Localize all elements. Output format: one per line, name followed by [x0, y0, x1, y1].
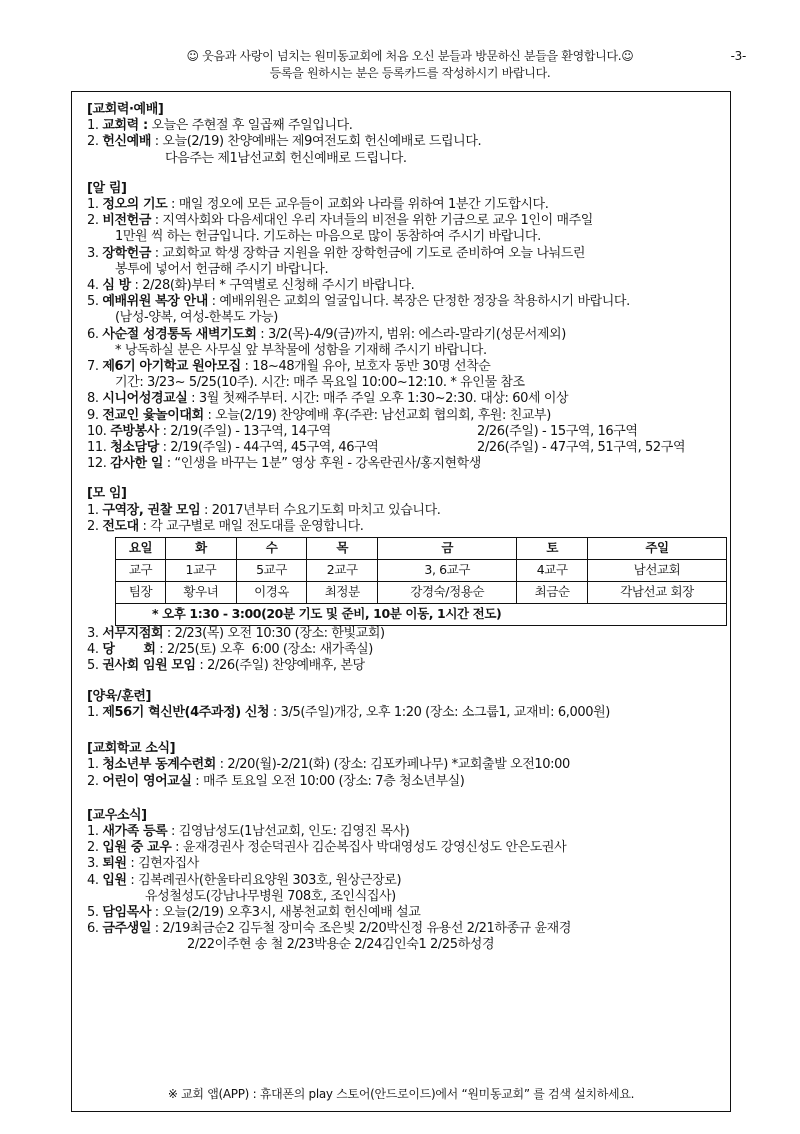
- list-item: 1. 교회력 : 오늘은 주현절 후 일곱째 주일입니다.: [87, 118, 353, 134]
- list-item: 2. 전도대 : 각 교구별로 매일 전도대를 운영합니다.: [87, 518, 364, 534]
- evangelism-schedule-table: [115, 537, 727, 626]
- list-item: 2. 헌신예배 : 오늘(2/19) 찬양예배는 제9여전도회 헌신예배로 드립니다.: [87, 134, 482, 150]
- list-item: 4. 당 회 : 2/25(토) 오후 6:00 (장소: 새가족실): [87, 642, 373, 658]
- list-item: 11. 청소담당 : 2/19(주일) - 44구역, 45구역, 46구역 2/26(주일) - 47구역, 51구역, 52구역: [87, 440, 686, 456]
- list-item: 5. 담임목사 : 오늘(2/19) 오후3시, 새봉천교회 헌신예배 설교: [87, 904, 421, 920]
- list-item: 3. 서무지점회 : 2/23(목) 오전 10:30 (장소: 한빛교회): [87, 626, 385, 642]
- registration-line: 등록을 원하시는 분은 등록카드를 작성하시기 바랍니다.: [269, 66, 551, 80]
- list-item: 5. 권사회 임원 모임 : 2/26(주일) 찬양예배후, 본당: [87, 658, 365, 674]
- section-title-meeting: [모 임]: [87, 486, 127, 502]
- section-title-members: [교우소식]: [87, 807, 147, 823]
- list-item-continuation: * 낭독하실 분은 사무실 앞 부착물에 성함을 기재해 주시기 바랍니다.: [115, 342, 487, 358]
- list-item: 10. 주방봉사 : 2/19(주일) - 13구역, 14구역 2/26(주일) - 15구역, 16구역: [87, 423, 638, 439]
- table-row: * 오후 1:30 - 3:00(20분 기도 및 준비, 10분 이동, 1시간 전도): [116, 604, 727, 626]
- table-row: 팀장 황우녀 이경옥 최정분 강경숙/정용순 최금순 각남선교 회장: [116, 582, 727, 604]
- list-item-continuation: 봉투에 넣어서 헌금해 주시기 바랍니다.: [115, 261, 329, 277]
- list-item-continuation: 1만원 씩 하는 헌금입니다. 기도하는 마음으로 많이 동참하여 주시기 바랍니다.: [115, 229, 541, 245]
- list-item-continuation: 2/22이주현 송 철 2/23박용순 2/24김인숙1 2/25하성경: [187, 937, 495, 953]
- bulletin-content: [87, 102, 727, 954]
- list-item: 2. 비전헌금 : 지역사회와 다음세대인 우리 자녀들의 비전을 위한 기금으로 교우 1인이 매주일: [87, 213, 593, 229]
- section-title-church: [교회력·예배]: [87, 102, 164, 117]
- list-item: 3. 장학헌금 : 교회학교 학생 장학금 지원을 위한 장학헌금에 기도로 준비하여 오늘 나눠드린: [87, 245, 586, 261]
- list-item: 5. 예배위원 복장 안내 : 예배위원은 교회의 얼굴입니다. 복장은 단정한 정장을 착용하시기 바랍니다.: [87, 294, 630, 310]
- list-item: 2. 어린이 영어교실 : 매주 토요일 오전 10:00 (장소: 7층 청소년부실): [87, 773, 465, 789]
- list-item: 9. 전교인 윷놀이대회 : 오늘(2/19) 찬양예배 후(주관: 남선교회 협의회, 후원: 친교부): [87, 407, 551, 423]
- section-title-school: [교회학교 소식]: [87, 741, 176, 757]
- section-title-notice: [알 림]: [87, 180, 127, 196]
- list-item: 6. 금주생일 : 2/19최금순2 김두철 장미숙 조은빛 2/20박신정 유용선 2/21하종규 윤재경: [87, 921, 571, 937]
- list-item: 1. 정오의 기도 : 매일 정오에 모든 교우들이 교회와 나라를 위하여 1분간 기도합시다.: [87, 197, 549, 213]
- list-item: 4. 입원 : 김복례권사(한울타리요양원 303호, 원상근장로): [87, 872, 402, 888]
- list-item-continuation: 유성철성도(강남나무병원 708호, 조인식집사): [145, 888, 396, 904]
- list-item: 1. 새가족 등록 : 김영남성도(1남선교회, 인도: 김영진 목사): [87, 823, 410, 839]
- welcome-line: ☺ 웃음과 사랑이 넘치는 원미동교회에 처음 오신 분들과 방문하신 분들을 환영합니다.☺: [186, 49, 634, 63]
- list-item-continuation: 다음주는 제1남선교회 헌신예배로 드립니다.: [165, 150, 407, 166]
- app-notice: ※ 교회 앱(APP) : 휴대폰의 play 스토어(안드로이드)에서 “원미동교회” 를 검색 설치하세요.: [167, 1087, 635, 1101]
- list-item: 4. 심 방 : 2/28(화)부터 * 구역별로 신청해 주시기 바랍니다.: [87, 278, 415, 294]
- table-row: 교구 1교구 5교구 2교구 3, 6교구 4교구 남선교회: [116, 560, 727, 582]
- list-item: 1. 청소년부 동계수련회 : 2/20(월)-2/21(화) (장소: 김포카페나무) *교회출발 오전10:00: [87, 757, 570, 773]
- list-item: 8. 시니어성경교실 : 3월 첫째주부터. 시간: 매주 주일 오후 1:30~2:30. 대상: 60세 이상: [87, 391, 569, 407]
- list-item: 6. 사순절 성경통독 새벽기도회 : 3/2(목)-4/9(금)까지, 범위: 에스라-말라기(성문서제외): [87, 326, 566, 342]
- list-item: 2. 입원 중 교우 : 윤재경권사 정순덕권사 김순복집사 박대영성도 강영신성도 안은도권사: [87, 840, 567, 856]
- list-item: 12. 감사한 일 : “인생을 바꾸는 1분” 영상 후원 - 강옥란권사/홍지현학생: [87, 456, 481, 472]
- list-item: 7. 제6기 아기학교 원아모집 : 18~48개월 유아, 보호자 동반 30명 선착순: [87, 359, 491, 375]
- page-number: -3-: [730, 49, 746, 63]
- list-item: 3. 퇴원 : 김현자집사: [87, 856, 199, 872]
- list-item-continuation: (남성-양복, 여성-한복도 가능): [115, 310, 278, 326]
- section-title-training: [양육/훈련]: [87, 688, 152, 704]
- list-item-continuation: 기간: 3/23~ 5/25(10주). 시간: 매주 목요일 10:00~12:10. * 유인물 참조: [115, 375, 525, 391]
- table-row: 요일 화 수 목 금 토 주일: [116, 538, 727, 560]
- list-item: 1. 제56기 혁신반(4주과정) 신청 : 3/5(주일)개강, 오후 1:20 (장소: 소그룹1, 교재비: 6,000원): [87, 704, 610, 720]
- list-item: 1. 구역장, 권찰 모임 : 2017년부터 수요기도회 마치고 있습니다.: [87, 502, 441, 518]
- welcome-header: [70, 48, 750, 82]
